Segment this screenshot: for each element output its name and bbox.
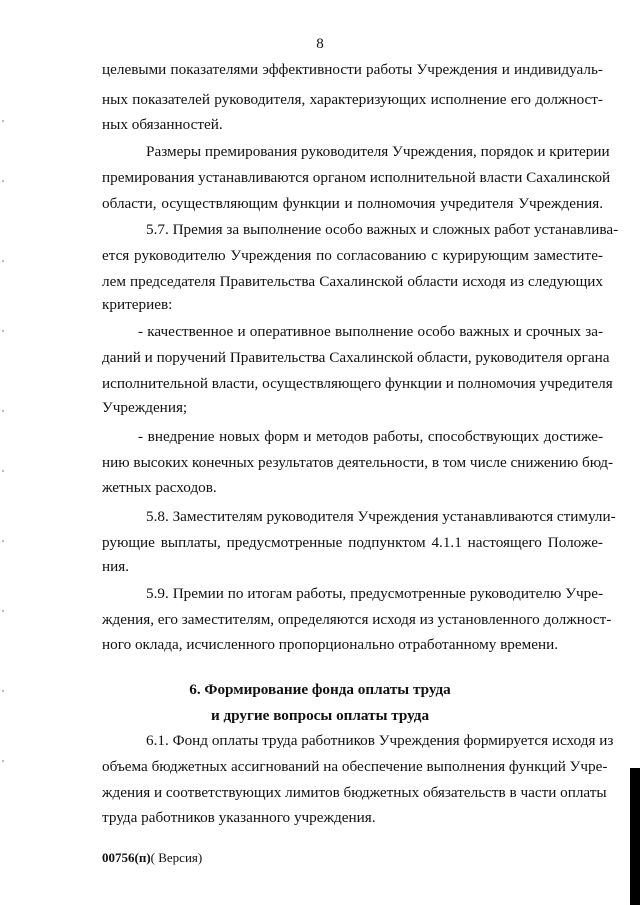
footer-version: ( Версия) (150, 850, 203, 865)
text-line: рующие выплаты, предусмотренные подпунктом 4.1.1 настоящего Положе- (102, 534, 603, 551)
footer-code: 00756(п) (102, 850, 151, 865)
scan-edge-bar (630, 768, 640, 905)
text-line: жетных расходов. (102, 479, 217, 496)
document-footer (102, 850, 202, 866)
text-line: целевыми показателями эффективности работы Учреждения и индивидуаль- (102, 61, 603, 78)
text-line: Размеры премирования руководителя Учреждения, порядок и критерии (146, 143, 610, 160)
text-line: исполнительной власти, осуществляющего функции и полномочия учредителя (102, 375, 613, 392)
text-line: 5.7. Премия за выполнение особо важных и сложных работ устанавлива- (146, 221, 619, 238)
text-line: ного оклада, исчисленного пропорционально отработанному времени. (102, 636, 559, 653)
text-line: критериев: (102, 296, 173, 313)
text-line: лем председателя Правительства Сахалинской области исходя из следующих (102, 273, 603, 290)
text-line: 5.8. Заместителям руководителя Учреждения устанавливаются стимули- (146, 508, 616, 525)
text-line: даний и поручений Правительства Сахалинской области, руководителя органа (102, 349, 610, 366)
text-line: ния. (102, 558, 130, 575)
text-line: - качественное и оперативное выполнение особо важных и срочных за- (138, 323, 603, 340)
text-line: 6.1. Фонд оплаты труда работников Учреждения формируется исходя из (146, 732, 614, 749)
section-subtitle: и другие вопросы оплаты труда (210, 707, 430, 724)
text-line: труда работников указанного учреждения. (102, 809, 376, 826)
text-line: объема бюджетных ассигнований на обеспечение выполнения функций Учре- (102, 758, 608, 775)
text-line: ных показателей руководителя, характеризующих исполнение его должност- (102, 91, 603, 108)
text-line: ется руководителю Учреждения по согласованию с курирующим заместите- (102, 247, 603, 264)
text-line: - внедрение новых форм и методов работы, способствующих достиже- (138, 428, 603, 445)
page-number: 8 (316, 36, 324, 52)
text-line: премирования устанавливаются органом исполнительной власти Сахалинской (102, 169, 611, 186)
text-line: ждения, его заместителям, определяются исходя из установленного должност- (102, 611, 612, 628)
text-line: Учреждения; (102, 399, 188, 416)
text-line: области, осуществляющим функции и полномочия учредителя Учреждения. (102, 195, 603, 212)
text-line: ждения и соответствующих лимитов бюджетных обязательств в части оплаты (102, 784, 607, 801)
text-line: ных обязанностей. (102, 116, 223, 133)
text-line: 5.9. Премии по итогам работы, предусмотренные руководителю Учре- (146, 585, 603, 602)
text-line: нию высоких конечных результатов деятельности, в том числе снижению бюд- (102, 454, 614, 471)
section-title: 6. Формирование фонда оплаты труда (189, 681, 451, 698)
scan-edge-marks (2, 0, 6, 905)
